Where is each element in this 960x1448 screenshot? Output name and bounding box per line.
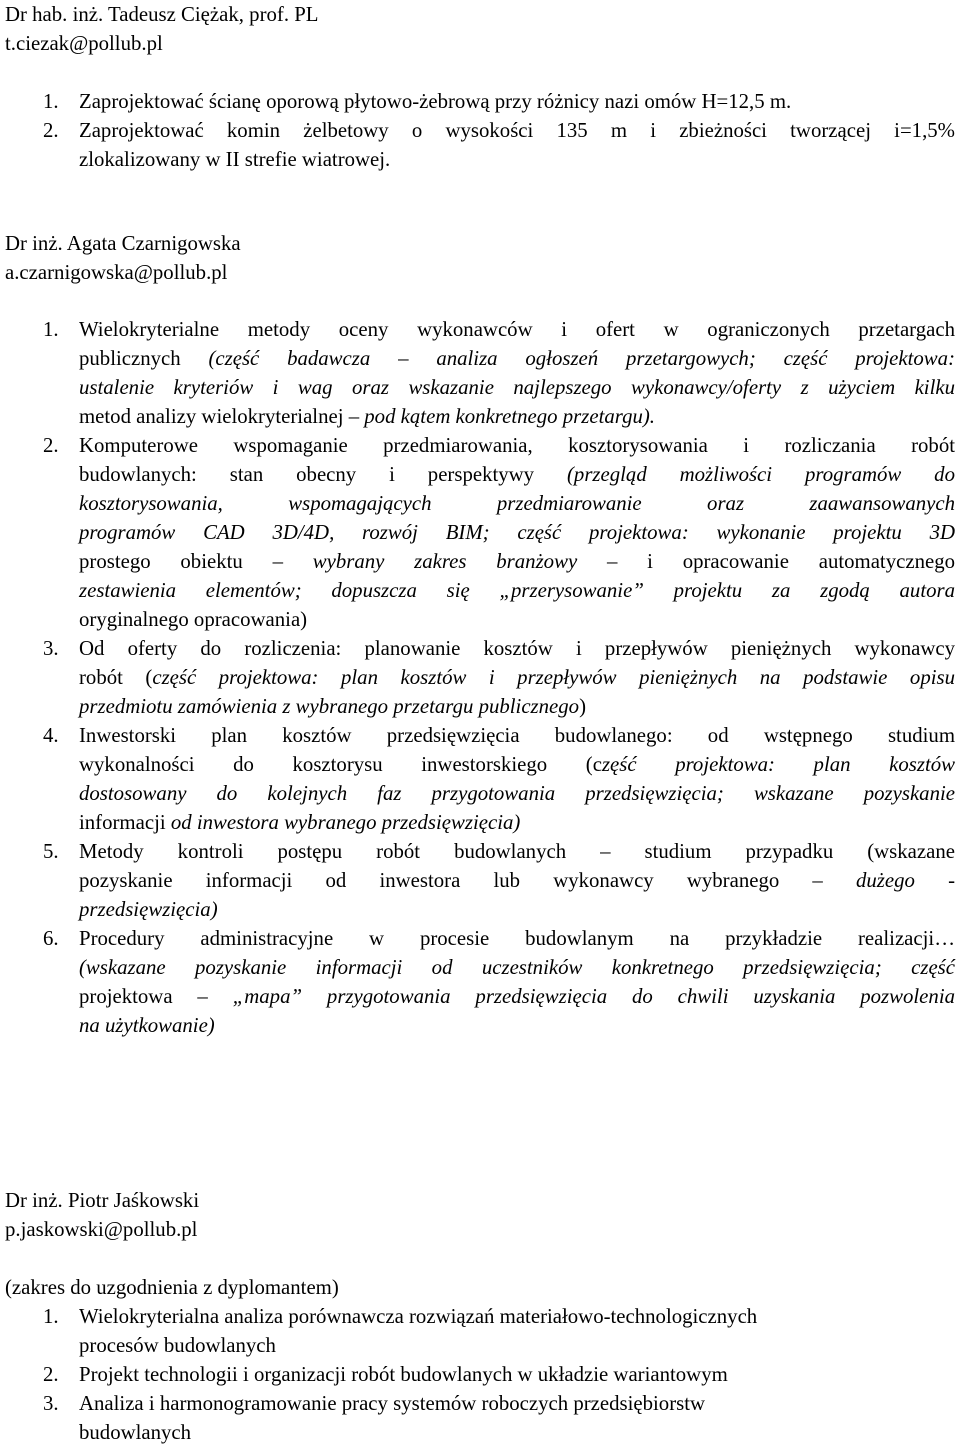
supervisor-email: t.ciezak@pollub.pl	[5, 32, 163, 55]
topic-list	[5, 315, 955, 1040]
topic-text: Procedury administracyjne w procesie budowlanym na przykładzie realizacji…	[79, 927, 955, 950]
supervisor-name: Dr hab. inż. Tadeusz Ciężak, prof. PL	[5, 3, 319, 26]
topic-text-italic: ustalenie kryteriów i wag oraz wskazanie najlepszego wykonawcy/oferty z użyciem kilku	[79, 376, 955, 399]
topic-text: Projekt technologii i organizacji robót budowlanych w układzie wariantowym	[79, 1363, 728, 1386]
topic-line	[79, 373, 955, 402]
topic-line	[79, 750, 955, 779]
topic-text: zlokalizowany w II strefie wiatrowej.	[79, 148, 391, 171]
topic-text: Wielokryterialna analiza porównawcza rozwiązań materiałowo-technologicznych	[79, 1305, 758, 1328]
topic-number: 3.	[43, 637, 59, 660]
topic-text: i opracowanie automatycznego	[617, 550, 955, 573]
topic-number: 2.	[43, 119, 59, 142]
topic-text-italic: (część badawcza – analiza ogłoszeń przetargowych; część projektowa:	[208, 347, 955, 370]
topic-line	[79, 953, 955, 982]
topic-text: )	[579, 695, 587, 718]
supervisor-section-jaskowski	[5, 1186, 955, 1447]
topic-text: prostego obiektu	[79, 550, 273, 573]
topic-line	[79, 489, 955, 518]
topic-text: Inwestorski plan kosztów przedsięwzięcia budowlanego: od wstępnego studium	[79, 724, 955, 747]
topic-line	[79, 895, 955, 924]
topic-text: robót (	[79, 666, 153, 689]
topic-item	[5, 315, 955, 431]
topic-text-italic: przedsięwzięcia)	[79, 898, 218, 921]
topic-line	[79, 547, 955, 576]
topic-text-italic: zestawienia elementów; dopuszcza się „przerysowanie” projektu za zgodą autora	[79, 579, 955, 602]
topic-number: 5.	[43, 840, 59, 863]
topic-text-italic: „mapa” przygotowania przedsięwzięcia do chwili uzyskania pozwolenia	[232, 985, 955, 1008]
topic-text-italic: dużego	[856, 869, 915, 892]
topic-text-italic: programów CAD 3D/4D, rozwój BIM; część projektowa: wykonanie projektu 3D	[79, 521, 955, 544]
topic-item	[5, 634, 955, 721]
topic-text: Zaprojektować ścianę oporową płytowo-żebrową przy różnicy nazi omów H=12,5 m.	[79, 90, 792, 113]
topic-number: 1.	[43, 318, 59, 341]
topic-line	[79, 1011, 955, 1040]
topic-line	[79, 808, 955, 837]
topic-item	[5, 721, 955, 837]
supervisor-name: Dr inż. Agata Czarnigowska	[5, 232, 241, 255]
topic-text-italic: na użytkowanie)	[79, 1014, 215, 1037]
topic-line	[79, 692, 955, 721]
topic-number: 1.	[43, 1305, 59, 1328]
topic-text: budowlanych: stan obecny i perspektywy	[79, 463, 567, 486]
topic-text: Wielokryterialne metody oceny wykonawców i ofert w ograniczonych przetargach	[79, 318, 955, 341]
topic-text: budowlanych	[79, 1421, 192, 1444]
topic-text-italic: kosztorysowania, wspomagających przedmiarowanie oraz zaawansowanych	[79, 492, 955, 515]
topic-line	[79, 116, 955, 145]
supervisor-name: Dr inż. Piotr Jaśkowski	[5, 1189, 200, 1212]
topic-number: 2.	[43, 1363, 59, 1386]
topic-text-italic: dostosowany do kolejnych faz przygotowania przedsięwzięcia; wskazane pozyskanie	[79, 782, 955, 805]
topic-text-italic: (wskazane pozyskanie informacji od uczestników konkretnego przedsięwzięcia; część	[79, 956, 955, 979]
topic-line	[79, 576, 955, 605]
topic-line	[79, 344, 955, 373]
topic-line	[79, 837, 955, 866]
topic-text: Od oferty do rozliczenia: planowanie kosztów i przepływów pieniężnych wykonawcy	[79, 637, 955, 660]
topic-item	[5, 431, 955, 634]
topic-item	[5, 837, 955, 924]
topic-item	[5, 87, 955, 116]
topic-line	[79, 402, 955, 431]
topic-line	[79, 1302, 955, 1331]
topic-text-italic: – pod kątem konkretnego przetargu).	[348, 405, 655, 428]
topic-text: Analiza i harmonogramowanie pracy systemów roboczych przedsiębiorstw	[79, 1392, 706, 1415]
topic-text: metod analizy wielokryterialnej	[79, 405, 349, 428]
topic-text-italic: od inwestora wybranego przedsięwzięcia)	[170, 811, 521, 834]
topic-line	[79, 315, 955, 344]
topic-item	[5, 1360, 955, 1389]
topic-line	[79, 634, 955, 663]
topic-text-italic: zęść projektowa: plan kosztów	[601, 753, 955, 776]
topic-number: 2.	[43, 434, 59, 457]
topic-item	[5, 1389, 955, 1447]
topic-line	[79, 518, 955, 547]
topic-line	[79, 982, 955, 1011]
topic-text: publicznych	[79, 347, 209, 370]
scope-note: (zakres do uzgodnienia z dyplomantem)	[5, 1276, 339, 1299]
topic-line	[79, 605, 955, 634]
topic-text: Metody kontroli postępu robót budowlanych – studium przypadku (wskazane	[79, 840, 955, 863]
topic-line	[79, 145, 955, 174]
topic-line	[79, 866, 955, 895]
topic-line	[79, 460, 955, 489]
topic-line	[79, 1418, 955, 1447]
topic-number: 4.	[43, 724, 59, 747]
topic-line	[79, 924, 955, 953]
topic-line	[79, 663, 955, 692]
topic-line	[79, 721, 955, 750]
supervisor-section-czarnigowska	[5, 229, 955, 1040]
topic-list	[5, 87, 955, 174]
topic-text: wykonalności do kosztorysu inwestorskiego (c	[79, 753, 602, 776]
topic-number: 3.	[43, 1392, 59, 1415]
topic-line	[79, 1360, 955, 1389]
topic-number: 6.	[43, 927, 59, 950]
topic-line	[79, 1331, 955, 1360]
topic-text: oryginalnego opracowania)	[79, 608, 308, 631]
topic-text-italic: część projektowa: plan kosztów i przepływów pieniężnych na podstawie opisu	[152, 666, 955, 689]
topic-text-italic: przedmiotu zamówienia z wybranego przetargu publicznego	[79, 695, 580, 718]
topic-list	[5, 1302, 955, 1447]
topic-text: Zaprojektować komin żelbetowy o wysokości 135 m i zbieżności tworzącej i=1,5%	[79, 119, 955, 142]
topic-text: pozyskanie informacji od inwestora lub wykonawcy wybranego –	[79, 869, 856, 892]
topic-text: projektowa –	[79, 985, 233, 1008]
topic-text-italic: – wybrany zakres branżowy –	[272, 550, 618, 573]
supervisor-email: p.jaskowski@pollub.pl	[5, 1218, 198, 1241]
topic-item	[5, 924, 955, 1040]
supervisor-email: a.czarnigowska@pollub.pl	[5, 261, 228, 284]
topic-text: procesów budowlanych	[79, 1334, 276, 1357]
topic-number: 1.	[43, 90, 59, 113]
topic-line	[79, 87, 955, 116]
topic-text: Komputerowe wspomaganie przedmiarowania, kosztorysowania i rozliczania robót	[79, 434, 955, 457]
topic-item	[5, 116, 955, 174]
topic-line	[79, 1389, 955, 1418]
topic-line	[79, 431, 955, 460]
topic-line	[79, 779, 955, 808]
topic-item	[5, 1302, 955, 1360]
supervisor-section-ciezak	[5, 0, 955, 174]
topic-text: informacji	[79, 811, 171, 834]
topic-text-italic: (przegląd możliwości programów do	[567, 463, 955, 486]
topic-text: -	[914, 869, 956, 892]
